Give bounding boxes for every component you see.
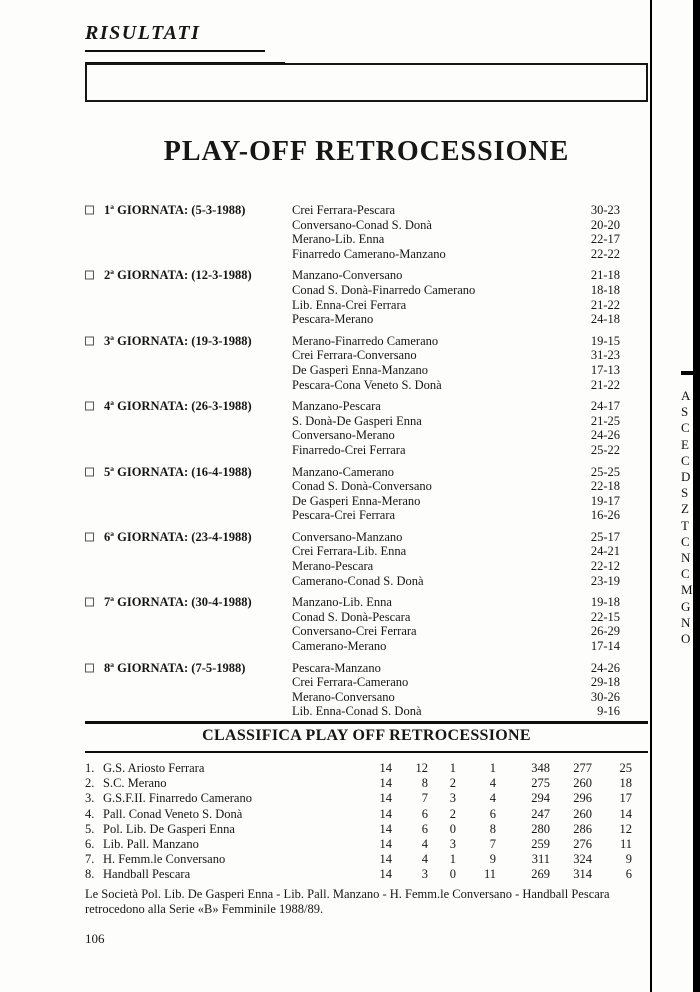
giornata-matches bbox=[292, 595, 620, 653]
stat-cell: 260 bbox=[573, 776, 592, 791]
page-bleed-letter: A bbox=[681, 388, 691, 403]
giornata-block bbox=[85, 203, 620, 261]
page-header: RISULTATI bbox=[85, 22, 201, 44]
stat-cell: 294 bbox=[531, 791, 550, 806]
checkbox-icon bbox=[85, 532, 94, 541]
stat-cell: 7 bbox=[421, 791, 428, 806]
match-row bbox=[292, 610, 620, 625]
match-teams: Manzano-Pescara bbox=[292, 399, 381, 414]
match-row bbox=[292, 363, 620, 378]
match-score: 29-18 bbox=[590, 675, 620, 690]
giornata-matches bbox=[292, 661, 620, 719]
classifica-table bbox=[85, 761, 632, 883]
match-score: 24-17 bbox=[590, 399, 620, 414]
stat-cell: 11 bbox=[483, 867, 496, 882]
stat-cell: 269 bbox=[531, 867, 550, 882]
match-row bbox=[292, 268, 620, 283]
classifica-row bbox=[85, 761, 632, 776]
giornata-label-cell bbox=[85, 530, 292, 588]
stat-cell: 6 bbox=[625, 867, 632, 882]
team-name: S.C. Merano bbox=[103, 776, 167, 791]
match-score: 24-18 bbox=[590, 312, 620, 327]
giornata-label: 6ª GIORNATA: (23-4-1988) bbox=[104, 529, 252, 544]
giornata-label-cell bbox=[85, 595, 292, 653]
checkbox-icon bbox=[85, 402, 94, 411]
stat-cell: 324 bbox=[573, 852, 592, 867]
match-teams: Crei Ferrara-Conversano bbox=[292, 348, 417, 363]
match-row bbox=[292, 574, 620, 589]
giornata-label: 4ª GIORNATA: (26-3-1988) bbox=[104, 399, 252, 414]
match-score: 25-22 bbox=[590, 442, 620, 457]
team-name: H. Femm.le Conversano bbox=[103, 852, 226, 867]
match-score: 19-18 bbox=[590, 595, 620, 610]
giornata-label: 1ª GIORNATA: (5-3-1988) bbox=[104, 203, 246, 217]
stat-cell: 14 bbox=[379, 791, 392, 806]
page-bleed-letter: S bbox=[681, 485, 689, 501]
giornata-matches bbox=[292, 530, 620, 588]
match-score: 22-12 bbox=[590, 559, 620, 574]
stat-cell: 12 bbox=[619, 821, 632, 836]
match-teams: De Gasperi Enna-Manzano bbox=[292, 362, 429, 377]
match-teams: Conad S. Donà-Conversano bbox=[292, 479, 432, 494]
giornata-label-cell bbox=[85, 268, 292, 326]
page-bleed-letter: Z bbox=[681, 501, 689, 517]
match-teams: Conversano-Conad S. Donà bbox=[292, 217, 432, 232]
stat-cell: 14 bbox=[379, 867, 392, 882]
stat-cell: 8 bbox=[489, 821, 496, 836]
page-bleed-letter: N bbox=[681, 614, 691, 630]
stat-cell: 14 bbox=[379, 806, 392, 821]
checkbox-icon bbox=[85, 336, 94, 345]
team-name: G.S.F.II. Finarredo Camerano bbox=[103, 791, 252, 806]
checkbox-icon bbox=[85, 598, 94, 607]
match-score: 21-18 bbox=[590, 268, 620, 283]
stat-cell: 9 bbox=[489, 852, 496, 867]
stat-cell: 1 bbox=[449, 761, 456, 775]
giornata-block bbox=[85, 334, 620, 392]
giornata-label: 3ª GIORNATA: (19-3-1988) bbox=[104, 333, 252, 348]
checkbox-icon bbox=[85, 467, 94, 476]
page-bleed-letter: C bbox=[681, 566, 690, 582]
team-rank: 2. bbox=[85, 776, 95, 791]
match-row bbox=[292, 624, 620, 639]
stat-cell: 4 bbox=[421, 852, 428, 867]
stat-cell: 3 bbox=[449, 791, 456, 806]
match-teams: Merano-Pescara bbox=[292, 559, 374, 574]
stat-cell: 4 bbox=[489, 776, 496, 791]
stat-cell: 14 bbox=[379, 852, 392, 867]
match-row bbox=[292, 283, 620, 298]
giornata-block bbox=[85, 530, 620, 588]
giornata-block bbox=[85, 661, 620, 719]
match-row bbox=[292, 595, 620, 610]
match-row bbox=[292, 232, 620, 247]
stat-cell: 14 bbox=[619, 806, 632, 821]
team-rank: 5. bbox=[85, 821, 95, 836]
giornata-block bbox=[85, 268, 620, 326]
match-row bbox=[292, 334, 620, 349]
page-bleed-letter: D bbox=[681, 469, 691, 484]
match-teams: Manzano-Conversano bbox=[292, 268, 403, 283]
stat-cell: 18 bbox=[619, 776, 632, 791]
results-list bbox=[85, 203, 620, 726]
stat-cell: 260 bbox=[573, 806, 592, 821]
classifica-row bbox=[85, 807, 632, 822]
stat-cell: 14 bbox=[379, 821, 392, 836]
stat-cell: 3 bbox=[421, 867, 428, 882]
match-teams: Merano-Conversano bbox=[292, 689, 395, 704]
stat-cell: 0 bbox=[449, 821, 456, 836]
checkbox-icon bbox=[85, 271, 94, 280]
match-teams: Merano-Finarredo Camerano bbox=[292, 333, 439, 348]
stat-cell: 277 bbox=[573, 761, 592, 775]
team-rank: 7. bbox=[85, 852, 95, 867]
match-row bbox=[292, 544, 620, 559]
page-bleed-letter: T bbox=[681, 517, 689, 533]
match-teams: Pescara-Crei Ferrara bbox=[292, 508, 396, 523]
stat-cell: 2 bbox=[449, 776, 456, 791]
match-score: 26-29 bbox=[590, 624, 620, 639]
match-row bbox=[292, 465, 620, 480]
team-name: Lib. Pall. Manzano bbox=[103, 837, 199, 852]
match-teams: Crei Ferrara-Pescara bbox=[292, 203, 396, 217]
match-row bbox=[292, 559, 620, 574]
match-teams: Conversano-Manzano bbox=[292, 529, 403, 544]
team-name: Pall. Conad Veneto S. Donà bbox=[103, 806, 243, 821]
stat-cell: 3 bbox=[449, 837, 456, 852]
giornata-block bbox=[85, 595, 620, 653]
stat-cell: 314 bbox=[573, 867, 592, 882]
team-rank: 4. bbox=[85, 806, 95, 821]
page-number: 106 bbox=[85, 931, 105, 946]
stat-cell: 296 bbox=[573, 791, 592, 806]
classifica-row bbox=[85, 822, 632, 837]
match-row bbox=[292, 399, 620, 414]
match-score: 9-16 bbox=[597, 704, 620, 719]
match-row bbox=[292, 661, 620, 676]
checkbox-icon bbox=[85, 663, 94, 672]
match-teams: Pescara-Cona Veneto S. Donà bbox=[292, 377, 442, 392]
giornata-label-cell bbox=[85, 465, 292, 523]
match-score: 20-20 bbox=[590, 217, 620, 232]
page-bleed-letter: E bbox=[681, 436, 689, 452]
match-score: 16-26 bbox=[590, 508, 620, 523]
match-score: 24-21 bbox=[590, 544, 620, 559]
stat-cell: 1 bbox=[449, 852, 456, 867]
giornata-label: 8ª GIORNATA: (7-5-1988) bbox=[104, 660, 246, 675]
match-row bbox=[292, 443, 620, 458]
giornata-label-cell bbox=[85, 203, 292, 261]
checkbox-icon bbox=[85, 206, 94, 215]
page-bleed-letter: G bbox=[681, 598, 691, 614]
match-score: 30-26 bbox=[590, 689, 620, 704]
match-score: 25-25 bbox=[590, 464, 620, 479]
match-row bbox=[292, 639, 620, 654]
team-name: Pol. Lib. De Gasperi Enna bbox=[103, 821, 235, 836]
stat-cell: 259 bbox=[531, 837, 550, 852]
match-teams: Conad S. Donà-Pescara bbox=[292, 609, 411, 624]
match-teams: Crei Ferrara-Camerano bbox=[292, 675, 409, 690]
page-bleed-letter: C bbox=[681, 533, 690, 549]
match-score: 22-17 bbox=[590, 232, 620, 247]
stat-cell: 1 bbox=[489, 761, 496, 775]
stat-cell: 6 bbox=[421, 806, 428, 821]
match-teams: Merano-Lib. Enna bbox=[292, 232, 385, 247]
match-score: 18-18 bbox=[590, 282, 620, 297]
giornata-label-cell bbox=[85, 334, 292, 392]
section-title: PLAY-OFF RETROCESSIONE bbox=[163, 136, 570, 167]
page-bleed-letter: S bbox=[681, 404, 689, 420]
match-row bbox=[292, 508, 620, 523]
page-gutter-line bbox=[650, 0, 652, 992]
match-row bbox=[292, 218, 620, 233]
classifica-row bbox=[85, 852, 632, 867]
match-teams: Crei Ferrara-Lib. Enna bbox=[292, 544, 407, 559]
stat-cell: 311 bbox=[531, 852, 550, 867]
page-bleed-letter: C bbox=[681, 452, 690, 468]
header-underline bbox=[85, 50, 265, 52]
page-bleed-letter: M bbox=[681, 582, 693, 598]
match-score: 21-22 bbox=[590, 377, 620, 392]
match-teams: Camerano-Conad S. Donà bbox=[292, 573, 424, 588]
giornata-matches bbox=[292, 465, 620, 523]
team-rank: 8. bbox=[85, 867, 95, 882]
divider-rule-bottom bbox=[85, 751, 648, 753]
match-score: 19-15 bbox=[590, 333, 620, 348]
classifica-row bbox=[85, 791, 632, 806]
match-score: 22-22 bbox=[590, 246, 620, 261]
match-teams: Lib. Enna-Conad S. Donà bbox=[292, 704, 422, 719]
match-teams: Manzano-Camerano bbox=[292, 464, 395, 479]
stat-cell: 11 bbox=[619, 837, 632, 852]
match-row bbox=[292, 378, 620, 393]
team-name: G.S. Ariosto Ferrara bbox=[103, 761, 205, 775]
stat-cell: 6 bbox=[421, 821, 428, 836]
stat-cell: 0 bbox=[449, 867, 456, 882]
stat-cell: 4 bbox=[489, 791, 496, 806]
match-score: 17-14 bbox=[590, 639, 620, 654]
match-row bbox=[292, 414, 620, 429]
match-row bbox=[292, 675, 620, 690]
match-row bbox=[292, 312, 620, 327]
stat-cell: 8 bbox=[421, 776, 428, 791]
match-teams: S. Donà-De Gasperi Enna bbox=[292, 413, 422, 428]
stat-cell: 14 bbox=[379, 776, 392, 791]
divider-rule-top bbox=[85, 721, 648, 724]
stat-cell: 348 bbox=[531, 761, 550, 775]
stat-cell: 17 bbox=[619, 791, 632, 806]
giornata-label-cell bbox=[85, 399, 292, 457]
match-score: 19-17 bbox=[590, 493, 620, 508]
match-score: 21-22 bbox=[590, 297, 620, 312]
match-teams: Finarredo Camerano-Manzano bbox=[292, 246, 446, 261]
match-teams: Pescara-Merano bbox=[292, 312, 374, 327]
stat-cell: 7 bbox=[489, 837, 496, 852]
match-row bbox=[292, 704, 620, 719]
giornata-label: 5ª GIORNATA: (16-4-1988) bbox=[104, 464, 252, 479]
page-bleed-letter: C bbox=[681, 420, 690, 436]
giornata-label: 7ª GIORNATA: (30-4-1988) bbox=[104, 595, 252, 610]
match-row bbox=[292, 298, 620, 313]
match-score: 24-26 bbox=[590, 660, 620, 675]
match-teams: De Gasperi Enna-Merano bbox=[292, 493, 421, 508]
match-score: 24-26 bbox=[590, 428, 620, 443]
match-row bbox=[292, 494, 620, 509]
match-row bbox=[292, 690, 620, 705]
match-teams: Finarredo-Crei Ferrara bbox=[292, 442, 406, 457]
giornata-label: 2ª GIORNATA: (12-3-1988) bbox=[104, 268, 252, 283]
match-score: 17-13 bbox=[590, 362, 620, 377]
stat-cell: 6 bbox=[489, 806, 496, 821]
stat-cell: 275 bbox=[531, 776, 550, 791]
giornata-matches bbox=[292, 268, 620, 326]
stat-cell: 14 bbox=[379, 837, 392, 852]
classifica-row bbox=[85, 867, 632, 882]
match-row bbox=[292, 479, 620, 494]
match-row bbox=[292, 203, 620, 218]
match-teams: Conversano-Crei Ferrara bbox=[292, 624, 417, 639]
giornata-matches bbox=[292, 203, 620, 261]
match-row bbox=[292, 428, 620, 443]
match-teams: Conversano-Merano bbox=[292, 428, 395, 443]
match-score: 23-19 bbox=[590, 573, 620, 588]
classifica-row bbox=[85, 776, 632, 791]
giornata-block bbox=[85, 399, 620, 457]
team-rank: 6. bbox=[85, 837, 95, 852]
match-row bbox=[292, 348, 620, 363]
stat-cell: 247 bbox=[531, 806, 550, 821]
match-score: 22-18 bbox=[590, 479, 620, 494]
team-rank: 3. bbox=[85, 791, 95, 806]
stat-cell: 14 bbox=[379, 761, 392, 775]
match-row bbox=[292, 530, 620, 545]
header-box bbox=[85, 63, 648, 102]
stat-cell: 280 bbox=[531, 821, 550, 836]
giornata-label-cell bbox=[85, 661, 292, 719]
match-score: 25-17 bbox=[590, 529, 620, 544]
scan-edge-strip bbox=[693, 0, 700, 992]
stat-cell: 9 bbox=[625, 852, 632, 867]
match-teams: Pescara-Manzano bbox=[292, 660, 381, 675]
stat-cell: 2 bbox=[449, 806, 456, 821]
match-teams: Lib. Enna-Crei Ferrara bbox=[292, 297, 407, 312]
team-rank: 1. bbox=[85, 761, 95, 775]
classifica-row bbox=[85, 837, 632, 852]
match-row bbox=[292, 247, 620, 262]
giornata-matches bbox=[292, 334, 620, 392]
match-teams: Conad S. Donà-Finarredo Camerano bbox=[292, 282, 476, 297]
match-score: 21-25 bbox=[590, 413, 620, 428]
giornata-matches bbox=[292, 399, 620, 457]
classifica-title: CLASSIFICA PLAY OFF RETROCESSIONE bbox=[202, 727, 531, 744]
match-score: 31-23 bbox=[590, 348, 620, 363]
relegation-note: Le Società Pol. Lib. De Gasperi Enna - Lib. Pall. Manzano - H. Femm.le Conversano - Handball Pescara retrocedono alla Serie «B» Femminile 1988/89. bbox=[85, 887, 610, 916]
giornata-block bbox=[85, 465, 620, 523]
stat-cell: 4 bbox=[421, 837, 428, 852]
match-score: 30-23 bbox=[590, 203, 620, 217]
team-name: Handball Pescara bbox=[103, 867, 191, 882]
stat-cell: 276 bbox=[573, 837, 592, 852]
page-bleed-letter: O bbox=[681, 631, 691, 646]
match-score: 22-15 bbox=[590, 609, 620, 624]
page-bleed-letter: N bbox=[681, 550, 691, 565]
stat-cell: 286 bbox=[573, 821, 592, 836]
stat-cell: 12 bbox=[415, 761, 428, 775]
match-teams: Camerano-Merano bbox=[292, 639, 387, 654]
stat-cell: 25 bbox=[619, 761, 632, 775]
match-teams: Manzano-Lib. Enna bbox=[292, 595, 392, 610]
